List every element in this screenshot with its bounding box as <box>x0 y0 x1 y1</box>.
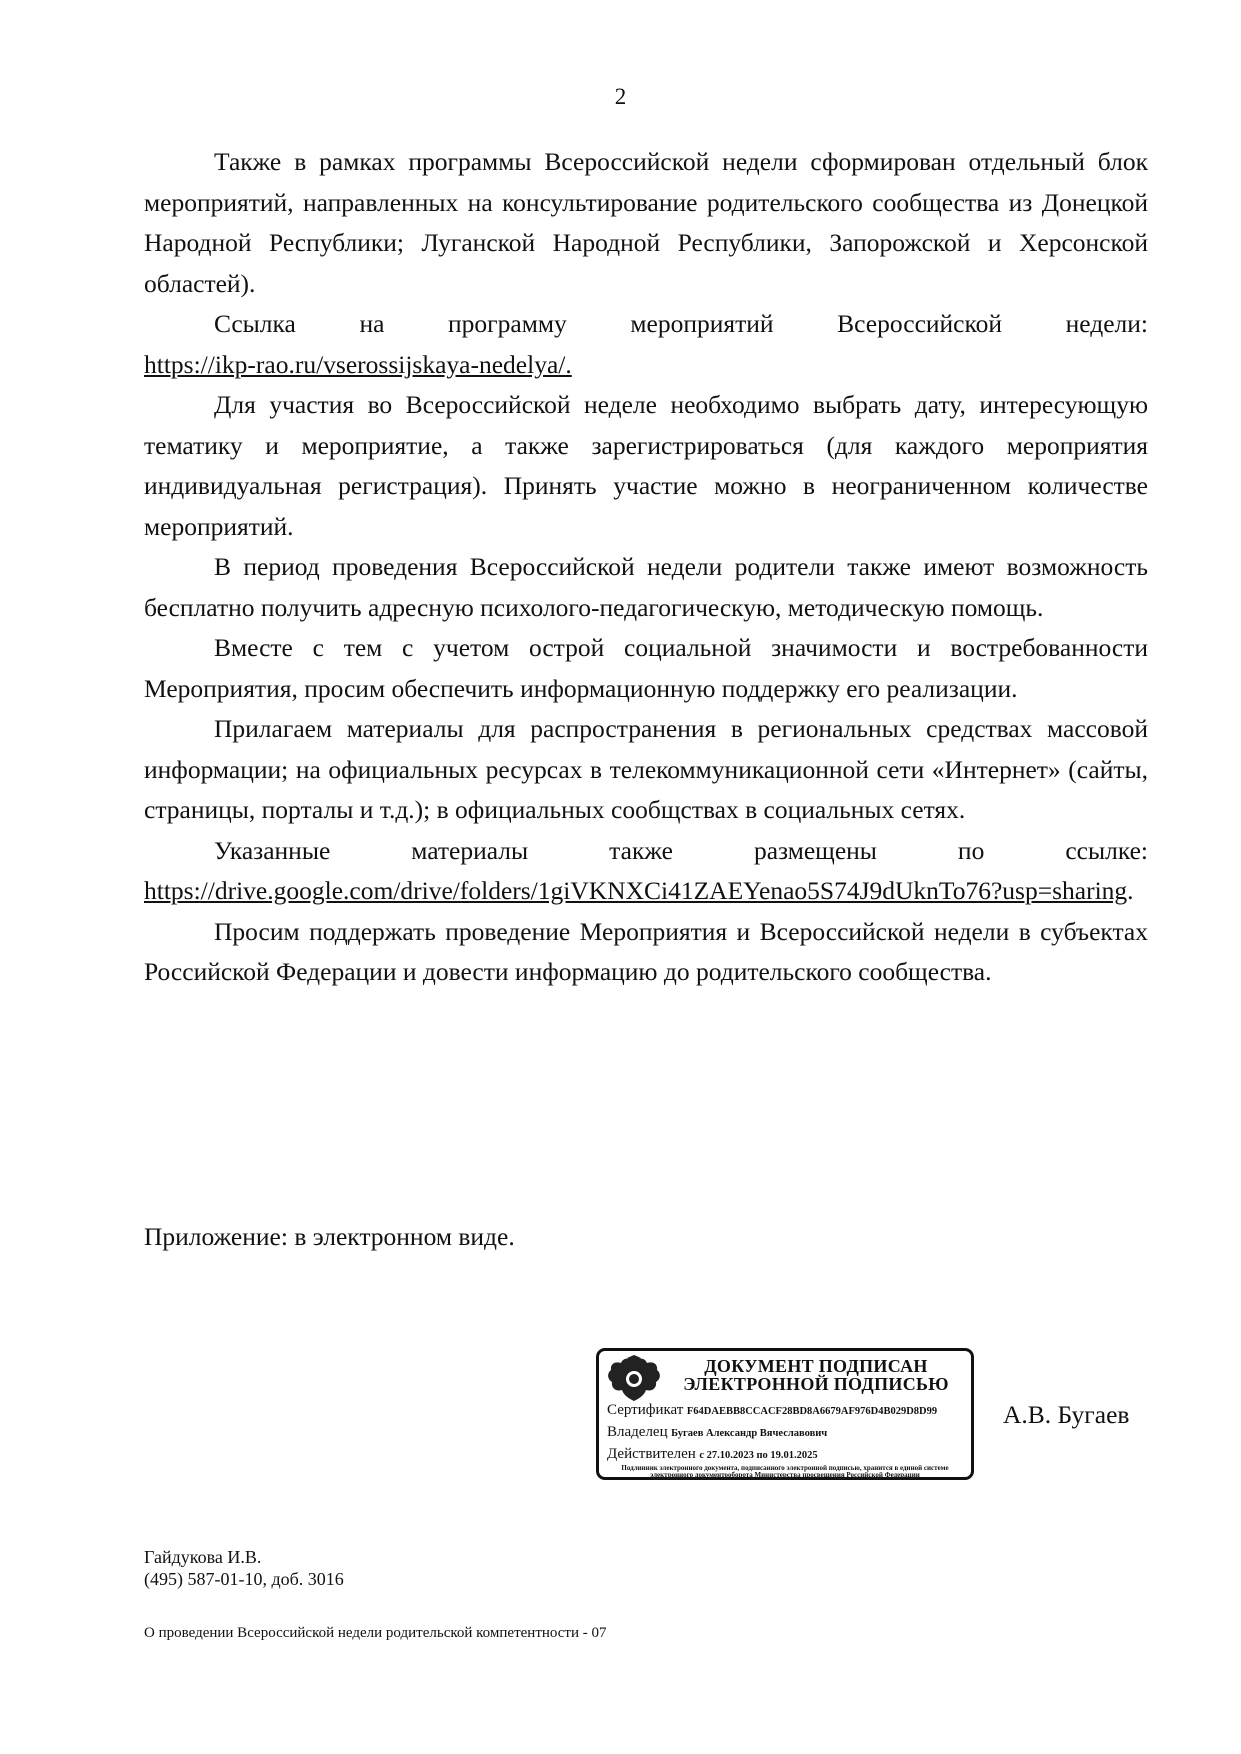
paragraph-materials-link <box>144 871 1148 912</box>
letter-body <box>144 142 1148 993</box>
electronic-signature-stamp <box>596 1348 974 1480</box>
materials-link-period: . <box>1127 876 1134 905</box>
attachment-note: Приложение: в электронном виде. <box>144 1222 515 1251</box>
stamp-valid-row <box>607 1445 963 1465</box>
program-link[interactable]: https://ikp-rao.ru/vserossijskaya-nedelya/. <box>144 349 572 379</box>
stamp-valid-value: с 27.10.2023 по 19.01.2025 <box>699 1450 818 1461</box>
stamp-cert-value: F64DAEBB8CCACF28BD8A6679AF976D4B029D8D99 <box>686 1406 938 1417</box>
paragraph-program-link-text <box>144 304 1148 345</box>
paragraph-materials: Прилагаем материалы для распространения в региональных средствах массовой информации; на официальных ресурсах в телекоммуникационной сети «Интернет» (сайты, страницы, порталы и т.д.); в официальных сообщcтвах в социальных сетях. <box>144 714 1148 824</box>
stamp-owner-value: Бугаев Александр Вячеславович <box>671 1428 828 1439</box>
paragraph-free-help: В период проведения Всероссийской недели родители также имеют возможность бесплатно получить адресную психолого-педагогическую, методическую помощь. <box>144 552 1148 622</box>
contact-name: Гайдукова И.В. <box>144 1547 262 1567</box>
materials-link-label: Указанные материалы также размещены по ссылке: <box>214 835 1148 865</box>
paragraph-event-block: Также в рамках программы Всероссийской недели сформирован отдельный блок мероприятий, направленных на консультирование родительского сообщества из Донецкой Народной Республики; Луганской Народной Республики, Запорожской и Херсонской областей). <box>144 147 1148 298</box>
paragraph-participation: Для участия во Всероссийской неделе необходимо выбрать дату, интересующую тематику и мероприятие, а также зарегистрироваться (для каждого мероприятия индивидуальная регистрация). Принять участие можно в неограниченном количестве мероприятий. <box>144 390 1148 541</box>
stamp-note: Подлинник электронного документа, подписанного электронной подписью, хранится в единой системе электронного документооборота Министерства просвещения Российской Федерации <box>621 1464 949 1479</box>
page-number: 2 <box>614 84 627 109</box>
coat-of-arms-icon <box>605 1355 663 1405</box>
stamp-title-line2: ЭЛЕКТРОННОЙ ПОДПИСЬЮ <box>683 1374 949 1394</box>
paragraph-request: Просим поддержать проведение Мероприятия и Всероссийской недели в субъектах Российской Федерации и довести информацию до родительского сообщества. <box>144 916 1148 986</box>
stamp-valid-label: Действителен <box>607 1446 696 1462</box>
stamp-owner-row <box>607 1423 963 1443</box>
contact-block <box>144 1546 344 1590</box>
stamp-cert-label: Сертификат <box>607 1402 684 1418</box>
signatory-name: А.В. Бугаев <box>1003 1400 1130 1429</box>
paragraph-program-link <box>144 345 1148 386</box>
footer-note: О проведении Всероссийской недели родительской компетентности - 07 <box>144 1625 607 1641</box>
program-link-label: Ссылка на программу мероприятий Всероссийской недели: <box>214 309 1148 338</box>
paragraph-materials-link-text <box>144 831 1148 872</box>
stamp-owner-label: Владелец <box>607 1424 668 1440</box>
paragraph-info-support: Вместе с тем с учетом острой социальной значимости и востребованности Мероприятия, просим обеспечить информационную поддержку его реализации. <box>144 633 1148 703</box>
contact-phone: (495) 587-01-10, доб. 3016 <box>144 1569 344 1589</box>
materials-link[interactable]: https://drive.google.com/drive/folders/1giVKNXCi41ZAEYenao5S74J9dUknTo76?usp=sharing <box>144 876 1128 905</box>
stamp-title-line1: ДОКУМЕНТ ПОДПИСАН <box>704 1356 928 1376</box>
